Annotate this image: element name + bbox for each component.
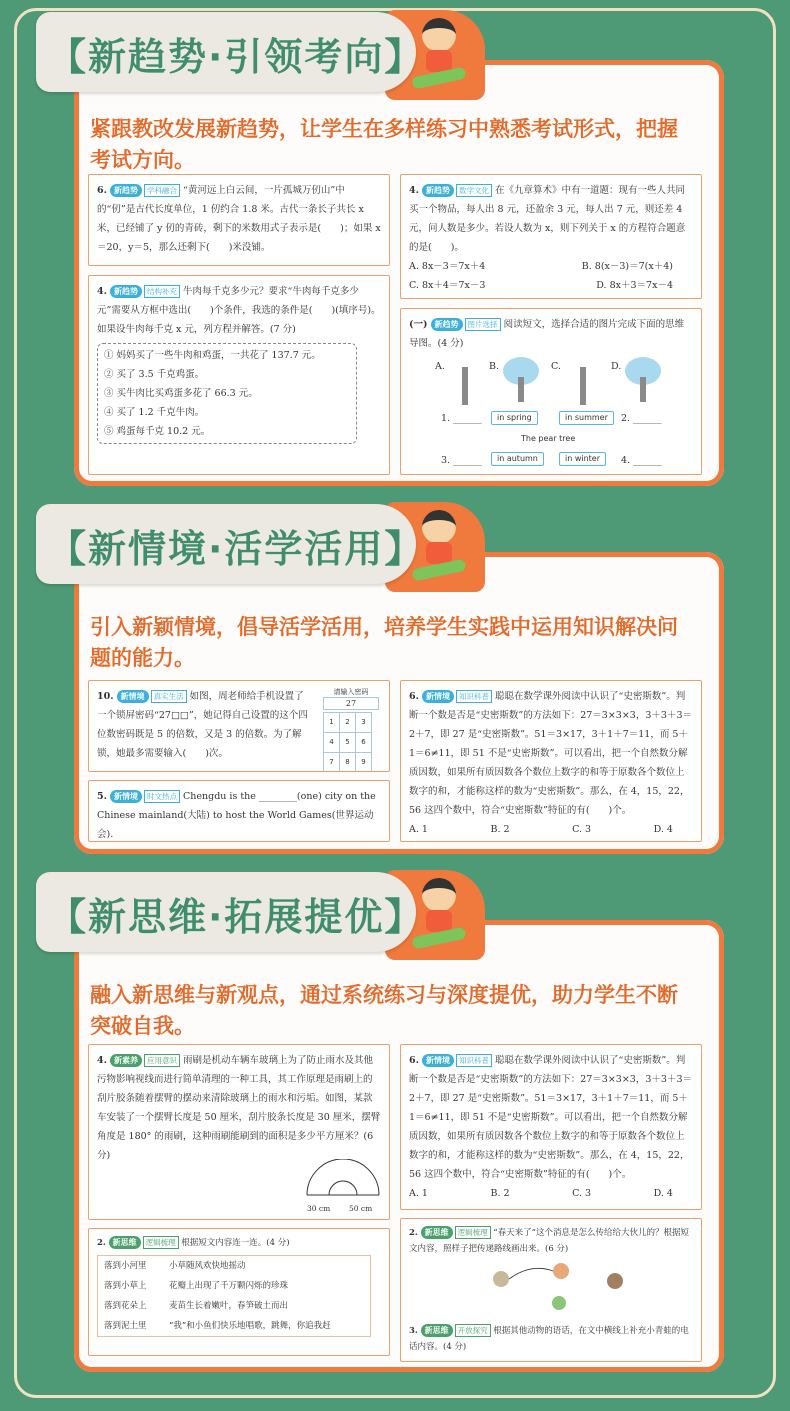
subject-tag: 图片选择: [465, 318, 501, 331]
animal-route-image: [481, 1259, 631, 1311]
question-number: 5.: [97, 791, 107, 802]
question-card: [88, 275, 390, 475]
question-number: 4.: [97, 1055, 107, 1066]
match-right[interactable]: “我”和小鱼们快乐地唱歌，跳舞，你追我赶: [168, 1321, 331, 1331]
key-6[interactable]: 6: [356, 733, 372, 753]
question-number: (一): [409, 319, 428, 330]
question-card: [88, 780, 390, 842]
dimension-label: 50 cm: [349, 1204, 373, 1213]
dimension-label: 30 cm: [307, 1204, 331, 1213]
question-text: “黄河远上白云间，一片孤城万仞山”中的“仞”是古代长度单位，1 仞约合 1.8 米。古代一条长子共长 x 米，已经铺了 y 仞的青砖，剩下的米数用式子表示是( )；如果 x＝20，y＝5，那么还剩下( )米没铺。: [97, 185, 381, 253]
password-panel: [323, 687, 379, 772]
sprout-tree-image: [563, 361, 603, 406]
question-card: [400, 1218, 702, 1362]
option-d: D. 8x＋3＝7x－4: [596, 280, 673, 291]
option-letter: B.: [489, 361, 500, 372]
condition-item: ② 买了 3.5 千克鸡蛋。: [104, 369, 205, 380]
season-label: in spring: [491, 411, 538, 425]
question-number: 4.: [97, 286, 107, 297]
question-text: 聪聪在数学课外阅读中认识了“史密斯数”。判断一个数是否是“史密斯数”的方法如下：27＝3×3×3，3＋3＋3＝2＋7，即 27 是“史密斯数”。51＝3×17，3＋1＋7＝11，而 5＋1＝6≠11，即 51 不是“史密斯数”。可以看出，把一个自然数分解质因数，如果所有质因数各个数位上数字的和等于原数各个数位上数字的和，才能称这样的数为“史密斯数”。那么，在 4，15，22，56 这四个数中，符合“史密斯数”特征的有( )个。: [409, 1055, 692, 1180]
question-card: [88, 1228, 390, 1356]
section-banner: [36, 12, 425, 92]
matching-box: [97, 1255, 371, 1337]
condition-box: [97, 343, 357, 444]
match-left[interactable]: 落到花朵上: [104, 1301, 147, 1311]
question-text: 雨刷是机动车辆车玻璃上为了防止雨水及其他污物影响视线而进行简单清理的一种工具，其工作原理是雨刷上的刮片胶条随着摆臂的摆动来清除玻璃上的雨水和污垢。如图，某款车安装了一个摆臂长度是 50 厘米，刮片胶条长度是 30 厘米，摆臂角度是 180° 的雨刷，这种雨刷能刷到的面积是多少平方厘米？(6 分): [97, 1055, 381, 1161]
question-card: [400, 1044, 702, 1210]
match-left[interactable]: 落到泥土里: [104, 1321, 147, 1331]
option-a: A. 1: [409, 1188, 428, 1199]
subject-tag: 开放探究: [455, 1324, 491, 1337]
key-8[interactable]: 8: [340, 753, 356, 773]
match-right[interactable]: 小草随风欢快地摇动: [168, 1261, 246, 1271]
question-card: [88, 680, 390, 772]
match-right[interactable]: 麦苗生长着嫩叶，春笋破土而出: [168, 1301, 288, 1311]
question-number: 2.: [409, 1228, 418, 1238]
key-2[interactable]: 2: [340, 713, 356, 733]
option-c: C. 8x＋4＝7x－3: [409, 280, 486, 291]
match-left[interactable]: 落到小河里: [104, 1261, 147, 1271]
key-4[interactable]: 4: [324, 733, 340, 753]
question-text: “春天来了”这个消息是怎么传给给大伙儿的？根据短文内容，照样子把传递路线画出来。(6 分): [409, 1228, 689, 1254]
key-3[interactable]: 3: [356, 713, 372, 733]
context-tag: 新情境: [110, 790, 142, 803]
option-row: [409, 820, 673, 839]
mind-map-center: The pear tree: [521, 434, 576, 443]
option-row: [409, 257, 673, 276]
context-tag: 新情境: [117, 690, 149, 703]
bare-tree-image: [445, 361, 485, 406]
question-number: 10.: [97, 691, 114, 702]
answer-blank[interactable]: 4. ______: [621, 455, 662, 466]
key-1[interactable]: 1: [324, 713, 340, 733]
question-text: 聪聪在数学课外阅读中认识了“史密斯数”。判断一个数是否是“史密斯数”的方法如下：27＝3×3×3，3＋3＋3＝2＋7，即 27 是“史密斯数”。51＝3×17，3＋1＋7＝11，而 5＋1＝6≠11，即 51 不是“史密斯数”。可以看出，把一个自然数分解质因数，如果所有质因数各个数位上数字的和等于原数各个数位上数字的和，才能称这样的数为“史密斯数”。那么，在 4，15，22，56 这四个数中，符合“史密斯数”特征的有( )个。: [409, 691, 692, 816]
question-number: 4.: [409, 185, 419, 196]
subject-tag: 数学文化: [456, 184, 492, 197]
question-text: 阅读短文，选择合适的图片完成下面的思维导图。(4 分): [409, 319, 685, 349]
section-intro: 紧跟教改发展新趋势，让学生在多样练习中熟悉考试形式，把握考试方向。: [90, 117, 678, 172]
question-card: [400, 174, 702, 299]
keypad: [323, 712, 372, 772]
key-7[interactable]: 7: [324, 753, 340, 773]
condition-item: ③ 买牛肉比买鸡蛋多花了 66.3 元。: [104, 388, 258, 399]
trend-tag: 新趋势: [110, 184, 142, 197]
option-b: B. 2: [490, 824, 510, 835]
question-number: 6.: [409, 691, 419, 702]
key-5[interactable]: 5: [340, 733, 356, 753]
question-card: [400, 308, 702, 475]
condition-item: ④ 买了 1.2 千克牛肉。: [104, 407, 205, 418]
question-card: [88, 174, 390, 266]
answer-blank[interactable]: 3. ______: [441, 455, 482, 466]
section-intro: 融入新思维与新观点，通过系统练习与深度提优，助力学生不断突破自我。: [90, 983, 678, 1038]
thinking-tag: 新思维: [421, 1324, 453, 1337]
option-b: B. 2: [490, 1188, 510, 1199]
subject-tag: 时文热点: [144, 790, 180, 803]
question-number: 6.: [97, 185, 107, 196]
option-c: C. 3: [572, 824, 592, 835]
subject-tag: 学科融合: [144, 184, 180, 197]
condition-item: ① 妈妈买了一些牛肉和鸡蛋，一共花了 137.7 元。: [104, 350, 321, 361]
option-letter: D.: [611, 361, 622, 372]
password-field[interactable]: 27: [323, 697, 379, 710]
match-left[interactable]: 落到小草上: [104, 1281, 147, 1291]
question-card: [400, 680, 702, 842]
section-banner: [36, 872, 425, 952]
question-text: 如图，周老师给手机设置了一个锁屏密码“27□□”，她记得自己设置的这个四位数密码既是 5 的倍数，又是 3 的倍数。为了解锁，她最多需要输入( )次。: [97, 691, 308, 759]
season-label: in summer: [559, 411, 614, 425]
question-text: 根据其他动物的语话，在文中横线上补充小青蛙的电话内容。(4 分): [409, 1326, 689, 1352]
option-a: A. 8x－3＝7x＋4: [409, 261, 486, 272]
option-c: C. 3: [572, 1188, 592, 1199]
section-banner: [36, 504, 425, 584]
option-b: B. 8(x－3)＝7(x＋4): [581, 261, 673, 272]
thinking-tag: 新思维: [109, 1236, 141, 1249]
question-number: 3.: [409, 1326, 418, 1336]
subject-tag: 应用意识: [144, 1054, 180, 1067]
blossom-tree-image: [501, 357, 541, 402]
subject-tag: 逻辑梳理: [455, 1226, 491, 1239]
season-label: in autumn: [491, 452, 544, 466]
section-intro: 引入新颖情境，倡导活学活用，培养学生实践中运用知识解决问题的能力。: [90, 615, 678, 670]
match-right[interactable]: 花瓣上出现了千万颗闪烁的珍珠: [168, 1281, 288, 1291]
option-d: D. 4: [653, 824, 673, 835]
option-letter: C.: [551, 361, 561, 372]
option-d: D. 4: [653, 1188, 673, 1199]
subject-tag: 真实生活: [151, 690, 187, 703]
subject-tag: 知识科普: [456, 1054, 492, 1067]
section-title: 【新情境·活学活用】: [48, 527, 425, 571]
subject-tag: 结构补充: [144, 285, 180, 298]
question-number: 2.: [97, 1238, 106, 1248]
password-title: 请输入密码: [333, 688, 369, 696]
question-text: 牛肉每千克多少元？要求“牛肉每千克多少元”需要从方框中选出( )个条件，我选的条件是( )(填序号)。如果设牛肉每千克 x 元，列方程并解答。(7 分): [97, 286, 381, 335]
section-title: 【新趋势·引领考向】: [48, 35, 425, 79]
context-tag: 新情境: [422, 690, 454, 703]
option-row: [409, 1184, 673, 1203]
context-tag: 新情境: [422, 1054, 454, 1067]
question-text: 根据短文内容连一连。(4 分): [181, 1238, 290, 1248]
subject-tag: 知识科普: [456, 690, 492, 703]
section-title: 【新思维·拓展提优】: [48, 895, 425, 939]
answer-blank[interactable]: 1. ______: [441, 413, 482, 424]
question-card: [88, 1044, 390, 1220]
snow-tree-image: [623, 357, 663, 402]
literacy-tag: 新素养: [110, 1054, 142, 1067]
key-9[interactable]: 9: [356, 753, 372, 773]
question-text: Chengdu is the ________(one) city on the Chinese mainland(大陆) to host the World Games(世界运动会).: [97, 791, 376, 840]
season-label: in winter: [559, 452, 606, 466]
question-number: 6.: [409, 1055, 419, 1066]
thinking-tag: 新思维: [421, 1226, 453, 1239]
option-row: [409, 276, 673, 295]
trend-tag: 新趋势: [110, 285, 142, 298]
option-letter: A.: [435, 361, 445, 372]
answer-blank[interactable]: 2. ______: [621, 413, 662, 424]
condition-item: ⑤ 鸡蛋每千克 10.2 元。: [104, 426, 211, 437]
trend-tag: 新趋势: [422, 184, 454, 197]
question-text: 在《九章算术》中有一道题：现有一些人共同买一个物品，每人出 8 元，还盈余 3 元，每人出 7 元，则还差 4 元，问人数是多少。若设人数为 x，则下列关于 x 的方程符合题意的是( )。: [409, 185, 686, 253]
trend-tag: 新趋势: [431, 318, 463, 331]
option-a: A. 1: [409, 824, 428, 835]
subject-tag: 逻辑梳理: [143, 1236, 179, 1249]
